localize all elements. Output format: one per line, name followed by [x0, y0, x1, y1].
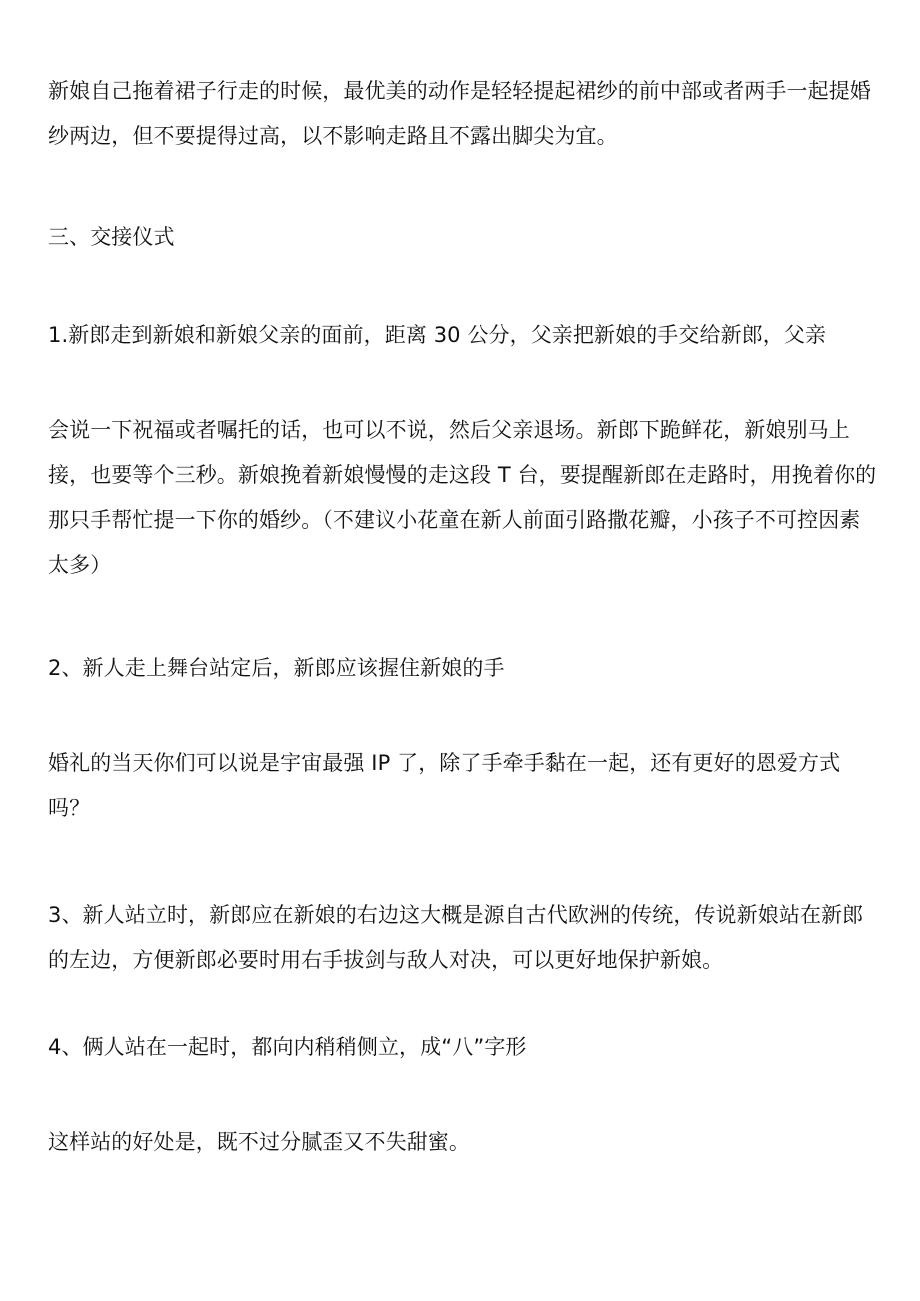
paragraph-step-2-details: 婚礼的当天你们可以说是宇宙最强 IP 了，除了手牵手黏在一起，还有更好的恩爱方式吗？	[48, 751, 841, 820]
paragraph-step-4-heading: 4、俩人站在一起时，都向内稍稍侧立，成“八”字形	[48, 1035, 527, 1059]
paragraph-step-3: 3、新人站立时，新郎应在新娘的右边这大概是源自古代欧洲的传统，传说新娘站在新郎的左边，方便新郎必要时用右手拔剑与敌人对决，可以更好地保护新娘。	[48, 903, 864, 972]
paragraph-bridal-gown-walking: 新娘自己拖着裙子行走的时候，最优美的动作是轻轻提起裙纱的前中部或者两手一起提婚纱两边，但不要提得过高，以不影响走路且不露出脚尖为宜。	[48, 79, 871, 148]
paragraph-step-1-details: 会说一下祝福或者嘱托的话，也可以不说，然后父亲退场。新郎下跪鲜花，新娘别马上接，也要等个三秒。新娘挽着新娘慢慢的走这段 T 台，要提醒新郎在走路时，用挽着你的那只手帮忙提一下你的婚纱。（不建议小花童在新人前面引路撒花瓣，小孩子不可控因素太多）	[48, 418, 877, 577]
paragraph-step-2-heading: 2、新人走上舞台站定后，新郎应该握住新娘的手	[48, 656, 505, 680]
paragraph-step-4-details: 这样站的好处是，既不过分腻歪又不失甜蜜。	[48, 1130, 470, 1154]
section-heading-handover-ceremony: 三、交接仪式	[48, 225, 175, 249]
paragraph-step-1-intro: 1.新郎走到新娘和新娘父亲的面前，距离 30 公分，父亲把新娘的手交给新郎，父亲	[48, 323, 827, 347]
